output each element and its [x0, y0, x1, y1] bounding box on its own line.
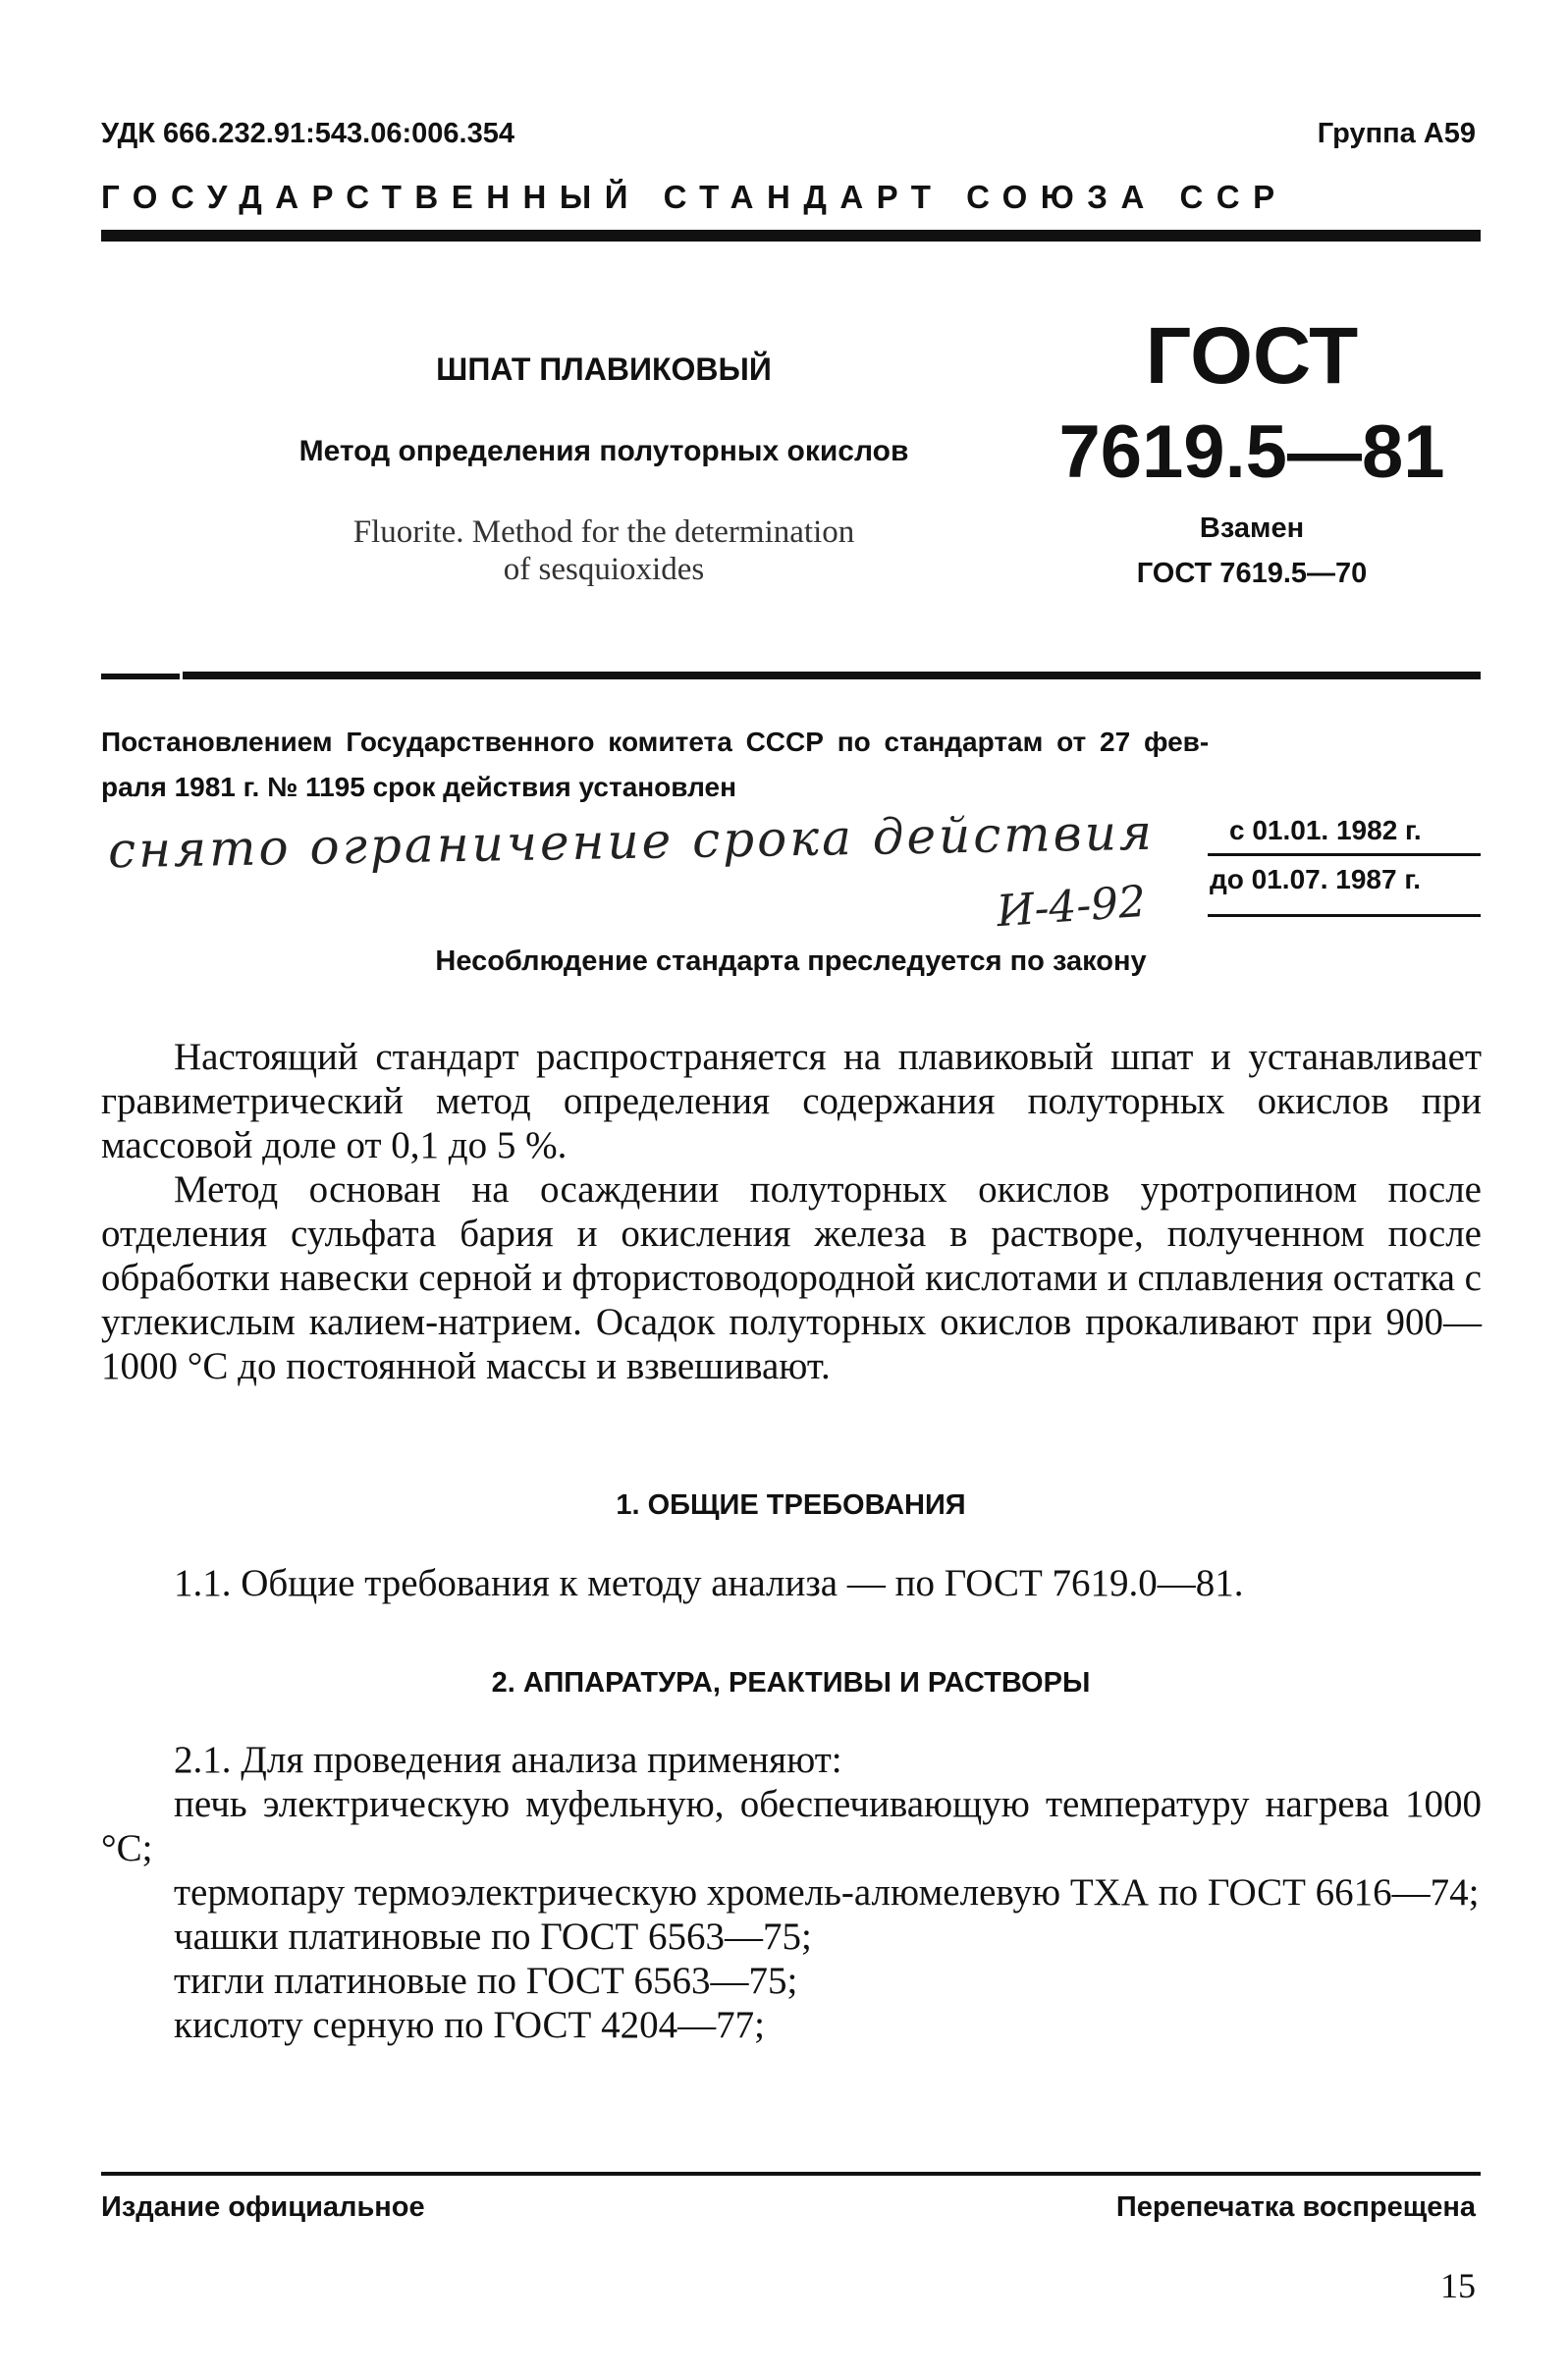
english-title-line2: of sesquioxides	[503, 552, 705, 587]
document-title: ШПАТ ПЛАВИКОВЫЙ	[436, 351, 772, 387]
udc-code: УДК 666.232.91:543.06:006.354	[101, 118, 514, 149]
replaces-label: Взамен	[1199, 513, 1305, 544]
english-title-line1: Fluorite. Method for the determination	[352, 514, 855, 550]
intro-text	[101, 1035, 1482, 1388]
document-subtitle: Метод определения полуторных окислов	[298, 435, 909, 467]
footer-rule	[101, 2172, 1481, 2176]
section2-body	[101, 1738, 1482, 2047]
replaces-value: ГОСТ 7619.5—70	[1136, 558, 1368, 589]
footer-official-edition: Издание официальное	[101, 2191, 425, 2223]
effective-date-from: с 01.01. 1982 г.	[1229, 815, 1422, 845]
footer-reprint-prohibited: Перепечатка воспрещена	[1115, 2191, 1476, 2223]
header-rule	[101, 230, 1481, 242]
gost-number: 7619.5—81	[1058, 410, 1445, 494]
equipment-item: печь электрическую муфельную, обеспечивающую температуру нагрева 1000 °С;	[101, 1783, 1482, 1869]
handwritten-note: снято ограничение срока действия	[107, 803, 1156, 880]
date-rule-bottom	[1208, 914, 1481, 917]
law-notice: Несоблюдение стандарта преследуется по закону	[435, 945, 1147, 977]
section2-intro: 2.1. Для проведения анализа применяют:	[174, 1739, 842, 1781]
title-rule-left	[101, 674, 180, 679]
page-number: 15	[1440, 2266, 1476, 2305]
intro-paragraph-1: Настоящий стандарт распространяется на плавиковый шпат и устанавливает гравиметрический метод определения содержания полуторных окислов при массовой доле от 0,1 до 5 %.	[101, 1036, 1482, 1166]
date-rule	[1208, 853, 1481, 856]
state-standard-banner: ГОСУДАРСТВЕННЫЙ СТАНДАРТ СОЮЗА ССР	[101, 179, 1288, 215]
effective-date-to: до 01.07. 1987 г.	[1210, 864, 1421, 894]
equipment-item: кислоту серную по ГОСТ 4204—77;	[174, 2004, 765, 2046]
group-code: Группа А59	[1317, 118, 1476, 149]
title-rule	[183, 672, 1481, 679]
decree-line2: раля 1981 г. № 1195 срок действия установлен	[101, 772, 737, 802]
section1-item: 1.1. Общие требования к методу анализа — по ГОСТ 7619.0—81.	[174, 1562, 1244, 1604]
equipment-item: термопару термоэлектрическую хромель-алюмелевую ТХА по ГОСТ 6616—74;	[174, 1871, 1480, 1914]
gost-label: ГОСТ	[1145, 311, 1359, 401]
equipment-item: тигли платиновые по ГОСТ 6563—75;	[174, 1960, 798, 2002]
intro-paragraph-2: Метод основан на осаждении полуторных окислов уротропином после отделения сульфата бария и окисления железа в растворе, полученном после обработки навески серной и фтористоводородной кислотами и сплавления остатка с углекислым калием-натрием. Осадок полуторных окислов прокаливают при 900—1000 °С до постоянной массы и взвешивают.	[101, 1168, 1482, 1387]
section1-heading: 1. ОБЩИЕ ТРЕБОВАНИЯ	[616, 1489, 966, 1521]
section2-heading: 2. АППАРАТУРА, РЕАКТИВЫ И РАСТВОРЫ	[491, 1667, 1091, 1699]
section1-body	[101, 1561, 1482, 1605]
decree-line1: Постановлением Государственного комитета СССР по стандартам от 27 фев-	[101, 727, 1210, 757]
equipment-item: чашки платиновые по ГОСТ 6563—75;	[174, 1916, 812, 1958]
handwritten-reference: И-4-92	[995, 876, 1148, 938]
